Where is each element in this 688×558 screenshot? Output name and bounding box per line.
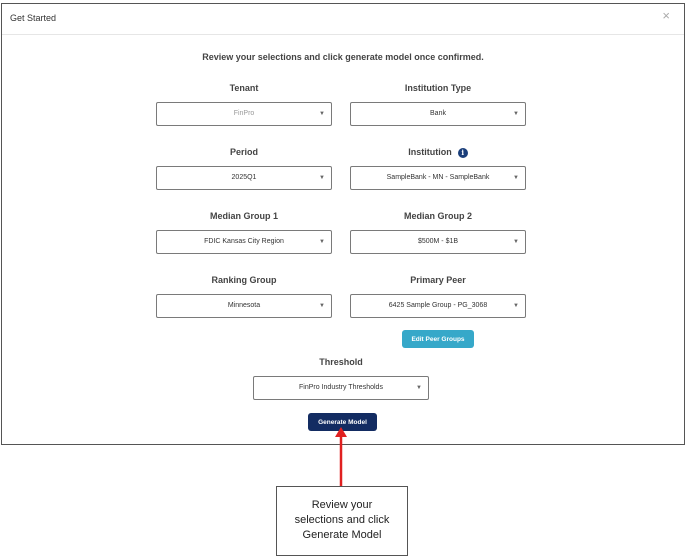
- median-group-2-select[interactable]: [350, 230, 526, 254]
- get-started-modal: [1, 3, 685, 445]
- tenant-value: FinPro: [233, 110, 255, 117]
- tenant-select[interactable]: [156, 102, 332, 126]
- primary-peer-value: 6425 Sample Group - PG_3068: [388, 302, 488, 309]
- ranking-group-label: Ranking Group: [211, 275, 277, 285]
- chevron-down-icon: ▼: [513, 175, 519, 181]
- instruction-text: Review your selections and click generate model once confirmed.: [202, 52, 484, 62]
- generate-model-button[interactable]: Generate Model: [308, 413, 377, 431]
- institution-type-value: Bank: [430, 110, 446, 117]
- close-icon[interactable]: ×: [662, 8, 670, 23]
- threshold-select[interactable]: [253, 376, 429, 400]
- edit-peer-groups-button[interactable]: Edit Peer Groups: [402, 330, 474, 348]
- institution-label-wrap: [350, 147, 526, 158]
- period-select[interactable]: [156, 166, 332, 190]
- ranking-group-select[interactable]: [156, 294, 332, 318]
- institution-select[interactable]: [350, 166, 526, 190]
- median-group-1-value: FDIC Kansas City Region: [204, 238, 284, 245]
- institution-type-label: Institution Type: [404, 83, 472, 93]
- arrow-up-icon: [333, 427, 349, 487]
- chevron-down-icon: ▼: [513, 111, 519, 117]
- callout-box: [276, 486, 408, 556]
- chevron-down-icon: ▼: [319, 239, 325, 245]
- callout-line-3: Generate Model: [302, 529, 382, 541]
- chevron-down-icon: ▼: [513, 303, 519, 309]
- primary-peer-select[interactable]: [350, 294, 526, 318]
- info-icon[interactable]: i: [458, 148, 468, 158]
- institution-label: Institution: [408, 147, 452, 157]
- ranking-group-value: Minnesota: [227, 302, 261, 309]
- chevron-down-icon: ▼: [319, 303, 325, 309]
- chevron-down-icon: ▼: [319, 175, 325, 181]
- median-group-2-label: Median Group 2: [403, 211, 472, 221]
- period-value: 2025Q1: [231, 174, 257, 181]
- primary-peer-label: Primary Peer: [410, 275, 466, 285]
- institution-type-select[interactable]: [350, 102, 526, 126]
- chevron-down-icon: ▼: [513, 239, 519, 245]
- threshold-label: Threshold: [319, 357, 363, 367]
- tenant-label: Tenant: [229, 83, 259, 93]
- modal-title: Get Started: [10, 13, 57, 23]
- median-group-2-value: $500M - $1B: [417, 238, 459, 245]
- threshold-value: FinPro Industry Thresholds: [299, 384, 383, 391]
- callout-line-1: Review your: [311, 499, 373, 511]
- period-label: Period: [229, 147, 258, 157]
- chevron-down-icon: ▼: [416, 385, 422, 391]
- institution-value: SampleBank - MN - SampleBank: [386, 174, 490, 181]
- median-group-1-select[interactable]: [156, 230, 332, 254]
- callout-line-2: selections and click: [294, 514, 390, 526]
- median-group-1-label: Median Group 1: [209, 211, 278, 221]
- chevron-down-icon: ▼: [319, 111, 325, 117]
- modal-header: [2, 4, 684, 35]
